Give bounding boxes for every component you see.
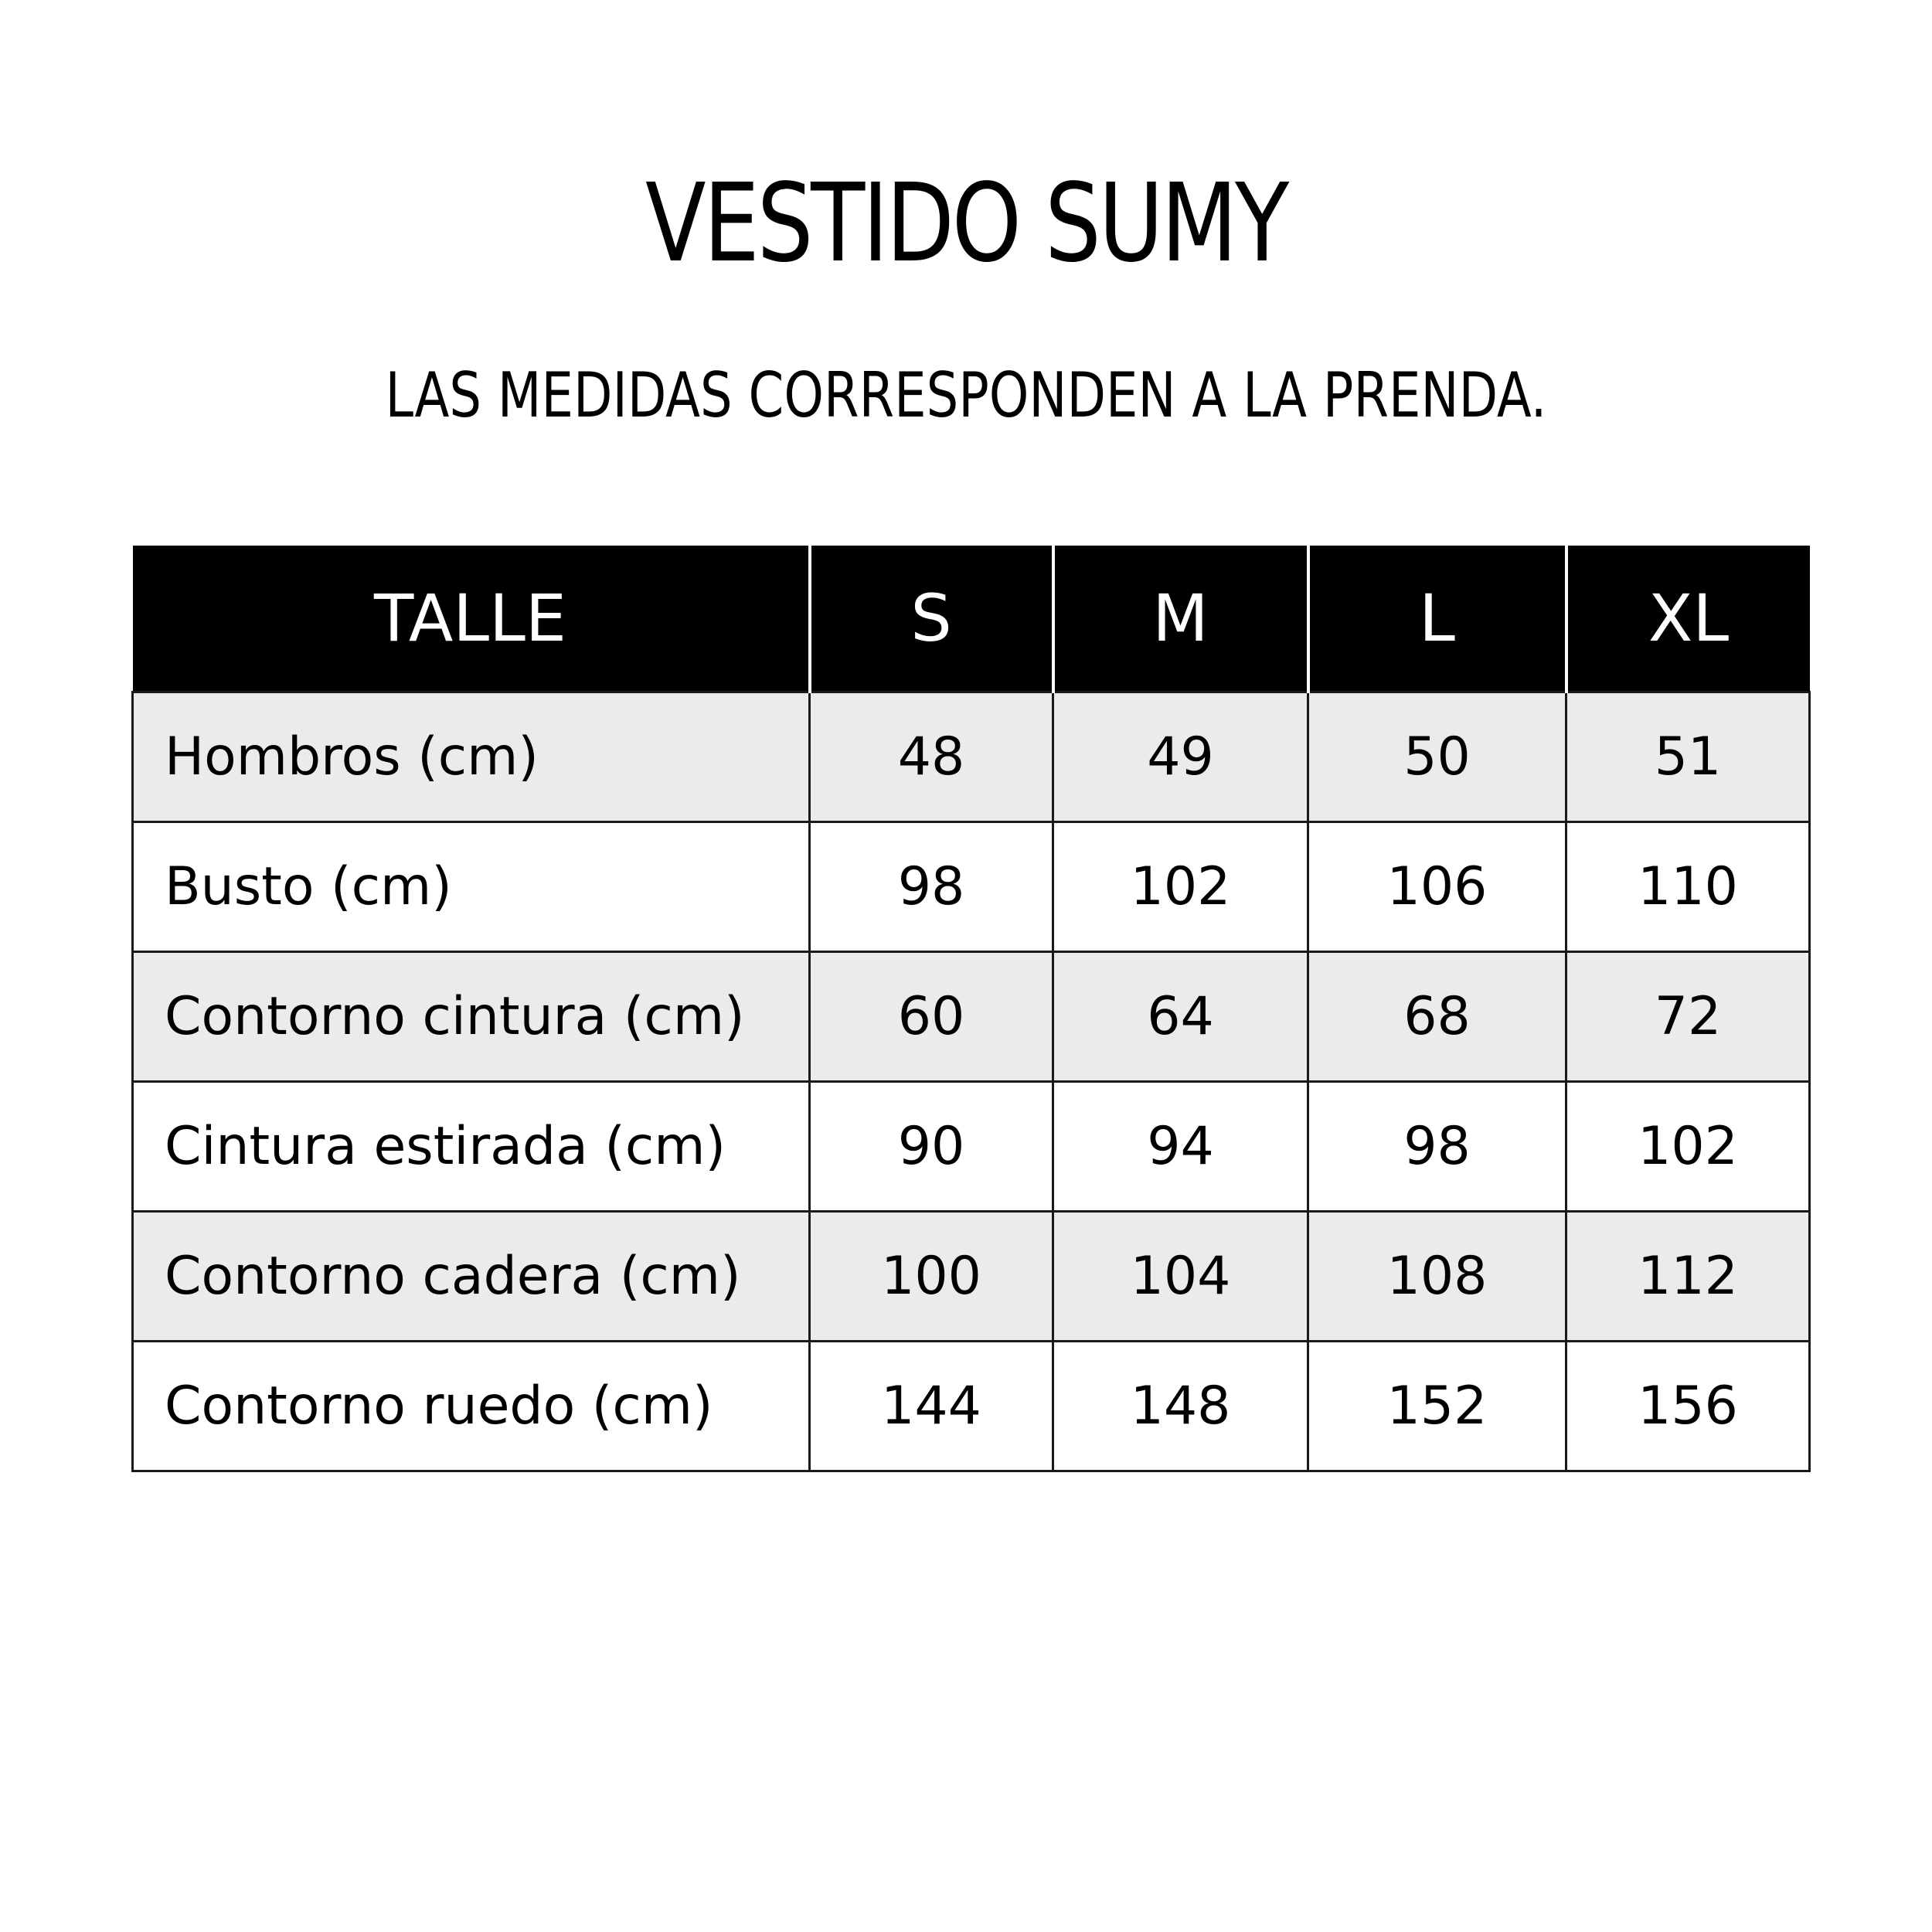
cell-value: 100 bbox=[810, 1212, 1053, 1342]
cell-value: 98 bbox=[810, 822, 1053, 952]
table-row bbox=[133, 1342, 1810, 1471]
cell-value: 102 bbox=[1566, 1082, 1810, 1212]
size-table bbox=[131, 546, 1811, 1472]
cell-value: 68 bbox=[1308, 952, 1566, 1082]
row-label: Contorno cadera (cm) bbox=[133, 1212, 810, 1342]
cell-value: 98 bbox=[1308, 1082, 1566, 1212]
page-title: VESTIDO SUMY bbox=[645, 161, 1287, 287]
table-row bbox=[133, 1082, 1810, 1212]
cell-value: 90 bbox=[810, 1082, 1053, 1212]
cell-value: 112 bbox=[1566, 1212, 1810, 1342]
header-talle: TALLE bbox=[133, 546, 810, 692]
cell-value: 110 bbox=[1566, 822, 1810, 952]
page-subtitle: LAS MEDIDAS CORRESPONDEN A LA PRENDA. bbox=[385, 359, 1547, 431]
cell-value: 102 bbox=[1053, 822, 1308, 952]
cell-value: 64 bbox=[1053, 952, 1308, 1082]
cell-value: 72 bbox=[1566, 952, 1810, 1082]
header-size-s: S bbox=[810, 546, 1053, 692]
table-row bbox=[133, 1212, 1810, 1342]
table-row bbox=[133, 952, 1810, 1082]
header-size-xl: XL bbox=[1566, 546, 1810, 692]
cell-value: 156 bbox=[1566, 1342, 1810, 1471]
cell-value: 106 bbox=[1308, 822, 1566, 952]
table-row bbox=[133, 692, 1810, 822]
row-label: Busto (cm) bbox=[133, 822, 810, 952]
cell-value: 50 bbox=[1308, 692, 1566, 822]
cell-value: 94 bbox=[1053, 1082, 1308, 1212]
row-label: Contorno cintura (cm) bbox=[133, 952, 810, 1082]
table-header-row bbox=[133, 546, 1810, 692]
table-row bbox=[133, 822, 1810, 952]
row-label: Hombros (cm) bbox=[133, 692, 810, 822]
header-size-l: L bbox=[1308, 546, 1566, 692]
cell-value: 104 bbox=[1053, 1212, 1308, 1342]
cell-value: 148 bbox=[1053, 1342, 1308, 1471]
cell-value: 51 bbox=[1566, 692, 1810, 822]
cell-value: 144 bbox=[810, 1342, 1053, 1471]
row-label: Cintura estirada (cm) bbox=[133, 1082, 810, 1212]
cell-value: 49 bbox=[1053, 692, 1308, 822]
row-label: Contorno ruedo (cm) bbox=[133, 1342, 810, 1471]
cell-value: 60 bbox=[810, 952, 1053, 1082]
header-size-m: M bbox=[1053, 546, 1308, 692]
cell-value: 152 bbox=[1308, 1342, 1566, 1471]
cell-value: 48 bbox=[810, 692, 1053, 822]
cell-value: 108 bbox=[1308, 1212, 1566, 1342]
